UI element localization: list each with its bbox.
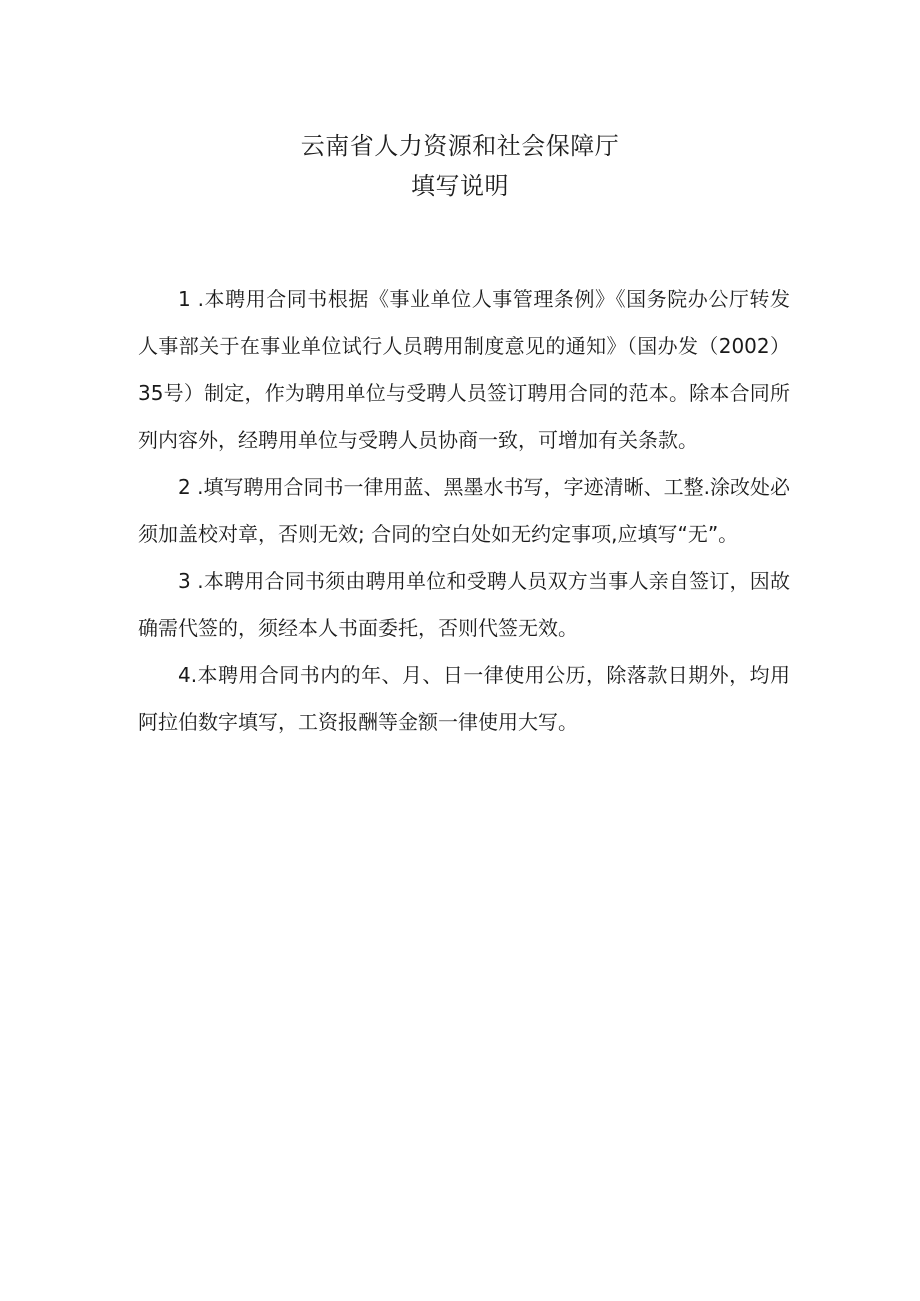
document-title: 填写说明 xyxy=(411,172,509,200)
instruction-paragraph-3: 3 .本聘用合同书须由聘用单位和受聘人员双方当事人亲自签订，因故确需代签的，须经本人书面委托，否则代签无效。 xyxy=(138,569,790,640)
document-header xyxy=(0,126,920,206)
instruction-paragraph-1: 1 .本聘用合同书根据《事业单位人事管理条例》《国务院办公厅转发人事部关于在事业单位试行人员聘用制度意见的通知》（国办发（2002）35号）制定，作为聘用单位与受聘人员签订聘用合同的范本。除本合同所列内容外，经聘用单位与受聘人员协商一致，可增加有关条款。 xyxy=(138,287,790,452)
issuer-title: 云南省人力资源和社会保障厅 xyxy=(300,132,620,160)
instructions-body xyxy=(138,276,790,746)
instruction-paragraph-4: 4.本聘用合同书内的年、月、日一律使用公历，除落款日期外，均用阿拉伯数字填写，工资报酬等金额一律使用大写。 xyxy=(138,663,790,734)
instruction-paragraph-2: 2 .填写聘用合同书一律用蓝、黑墨水书写，字迹清晰、工整.涂改处必须加盖校对章，否则无效; 合同的空白处如无约定事项,应填写“无”。 xyxy=(138,475,790,546)
